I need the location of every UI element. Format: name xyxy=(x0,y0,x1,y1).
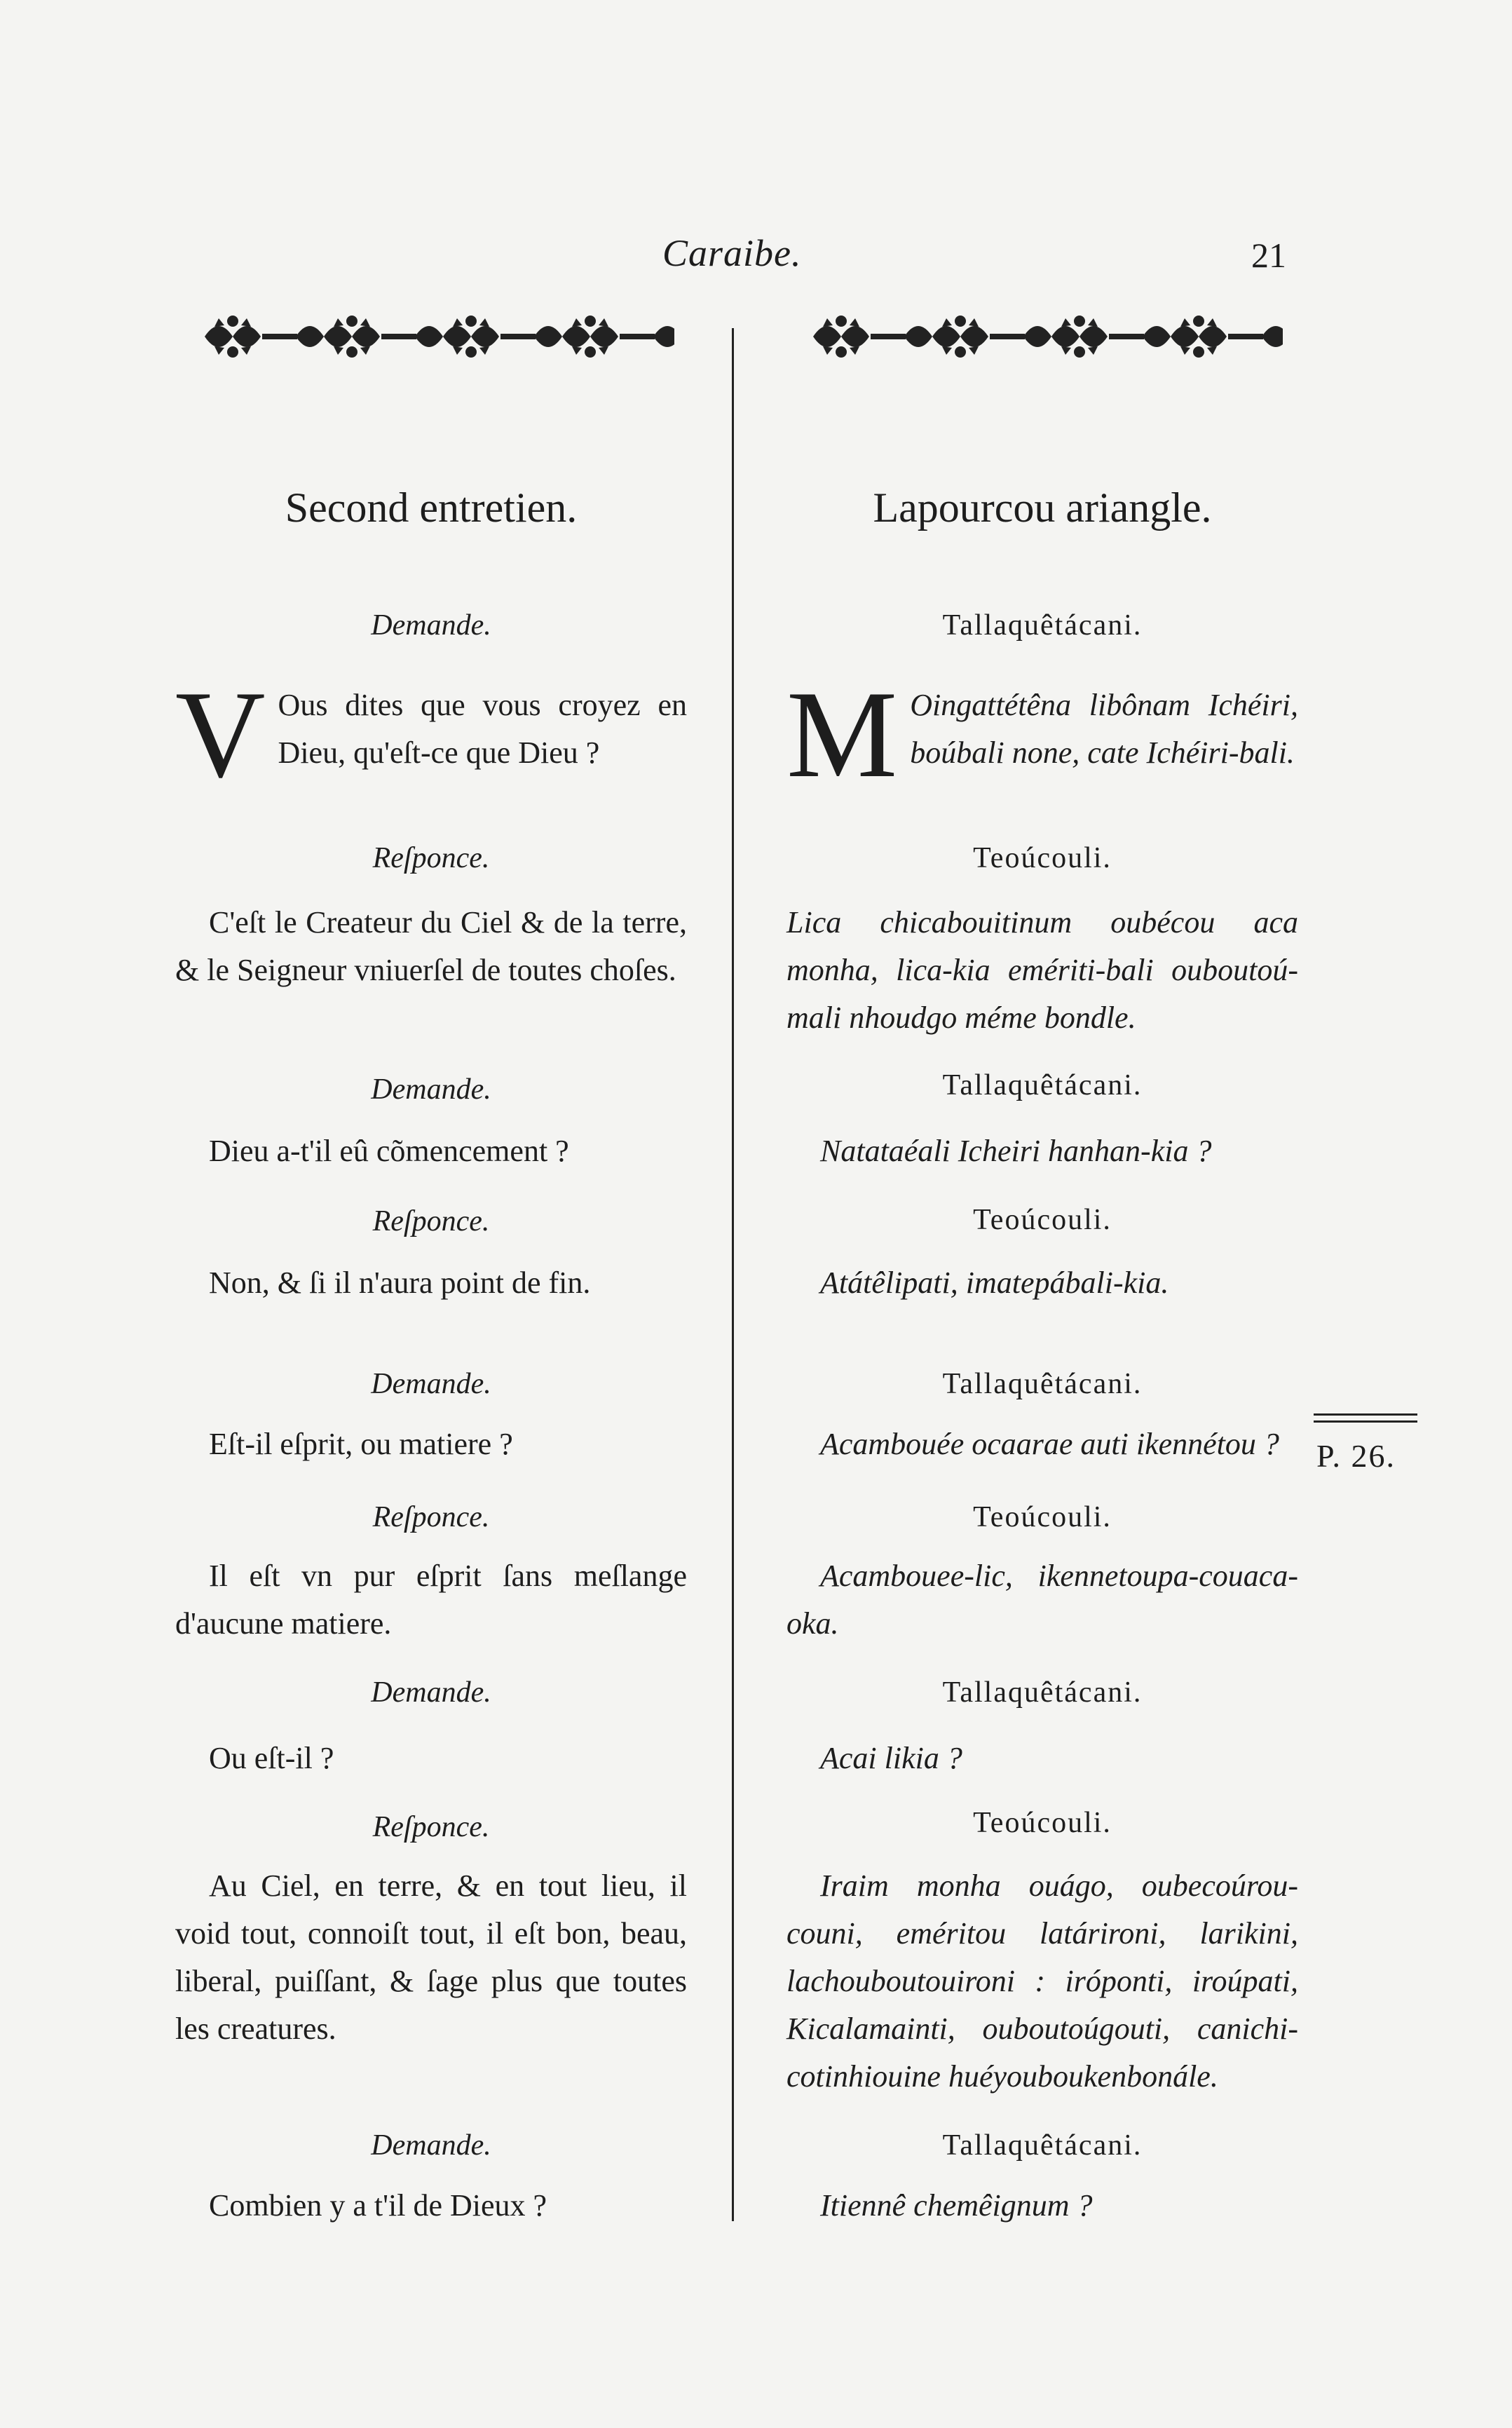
label-demande: Demande. xyxy=(371,1073,491,1106)
margin-page-reference: P. 26. xyxy=(1316,1438,1396,1474)
label-tallaquetacani: Tallaquêtácani. xyxy=(942,1368,1143,1400)
dialogue-paragraph: Natataéali Icheiri hanhan-kia ? xyxy=(820,1134,1212,1168)
dialogue-paragraph: Eſt-il eſprit, ou matiere ? xyxy=(209,1427,513,1461)
dialogue-paragraph: Itiennê chemêignum ? xyxy=(820,2188,1093,2223)
label-responce: Reſponce. xyxy=(372,842,490,874)
label-tallaquetacani: Tallaquêtácani. xyxy=(942,609,1143,642)
dialogue-paragraph: Non, & ſi il n'aura point de fin. xyxy=(209,1266,591,1300)
drop-cap: M xyxy=(786,665,898,803)
label-responce: Reſponce. xyxy=(372,1501,490,1533)
label-responce: Reſponce. xyxy=(372,1205,490,1237)
label-teoucouli: Teoúcouli. xyxy=(973,1807,1112,1839)
dialogue-paragraph: C'eſt le Createur du Ciel & de la terre, & le Seigneur vniuerſel de toutes choſes. xyxy=(175,905,687,987)
dialogue-paragraph: Dieu a-t'il eû cõmencement ? xyxy=(209,1134,569,1168)
label-teoucouli: Teoúcouli. xyxy=(973,1204,1112,1236)
label-tallaquetacani: Tallaquêtácani. xyxy=(942,1676,1143,1709)
label-demande: Demande. xyxy=(371,609,491,642)
drop-cap: V xyxy=(175,665,266,803)
margin-rule xyxy=(1314,1420,1417,1423)
dialogue-paragraph: Au Ciel, en terre, & en tout lieu, il void tout, connoiſt tout, il eſt bon, beau, liberal, puiſſant, & ſage plus que toutes les creatures. xyxy=(175,1869,687,2046)
label-demande: Demande. xyxy=(371,1368,491,1400)
dialogue-paragraph: Ou eſt-il ? xyxy=(209,1741,334,1775)
label-tallaquetacani: Tallaquêtácani. xyxy=(942,1069,1143,1101)
running-head: Caraibe. xyxy=(662,232,802,274)
ornament-right xyxy=(806,308,1283,365)
label-demande: Demande. xyxy=(371,2129,491,2162)
dialogue-paragraph: V Ous dites que vous croyez en Dieu, qu'eſt-ce que Dieu ? xyxy=(175,665,687,803)
column-divider xyxy=(732,328,734,2221)
ornament-left xyxy=(198,308,674,365)
label-tallaquetacani: Tallaquêtácani. xyxy=(942,2129,1143,2162)
left-title: Second entretien. xyxy=(285,484,578,531)
dialogue-paragraph: Combien y a t'il de Dieux ? xyxy=(209,2188,547,2223)
label-responce: Reſponce. xyxy=(372,1811,490,1843)
dialogue-paragraph: Atátêlipati, imatepábali-kia. xyxy=(820,1266,1169,1300)
dialogue-paragraph: Iraim monha ouágo, oubecoúrou-couni, eméritou latárironi, larikini, lachouboutouironi : iróponti, iroúpati, Kicalamainti, ouboutoúgouti, canichi-cotinhiouine huéyouboukenbonále. xyxy=(786,1869,1298,2094)
dialogue-paragraph: Il eſt vn pur eſprit ſans meſlange d'aucune matiere. xyxy=(175,1559,687,1641)
page-number: 21 xyxy=(1251,236,1286,275)
label-teoucouli: Teoúcouli. xyxy=(973,842,1112,874)
dialogue-paragraph: Acai likia ? xyxy=(820,1741,962,1775)
right-title: Lapourcou ariangle. xyxy=(873,484,1212,531)
dialogue-paragraph: M Oingattétêna libônam Ichéiri, boúbali none, cate Ichéiri-bali. xyxy=(786,665,1298,803)
dialogue-paragraph: Lica chicabouitinum oubécou aca monha, lica-kia emériti-bali ouboutoú-mali nhoudgo méme bondle. xyxy=(786,905,1298,1035)
label-teoucouli: Teoúcouli. xyxy=(973,1501,1112,1533)
label-demande: Demande. xyxy=(371,1676,491,1709)
dialogue-paragraph: Acambouée ocaarae auti ikennétou ? xyxy=(820,1427,1279,1461)
dialogue-paragraph: Acambouee-lic, ikennetoupa-couaca-oka. xyxy=(786,1559,1298,1641)
show-through-text xyxy=(1318,414,1458,456)
margin-rule xyxy=(1314,1413,1417,1416)
